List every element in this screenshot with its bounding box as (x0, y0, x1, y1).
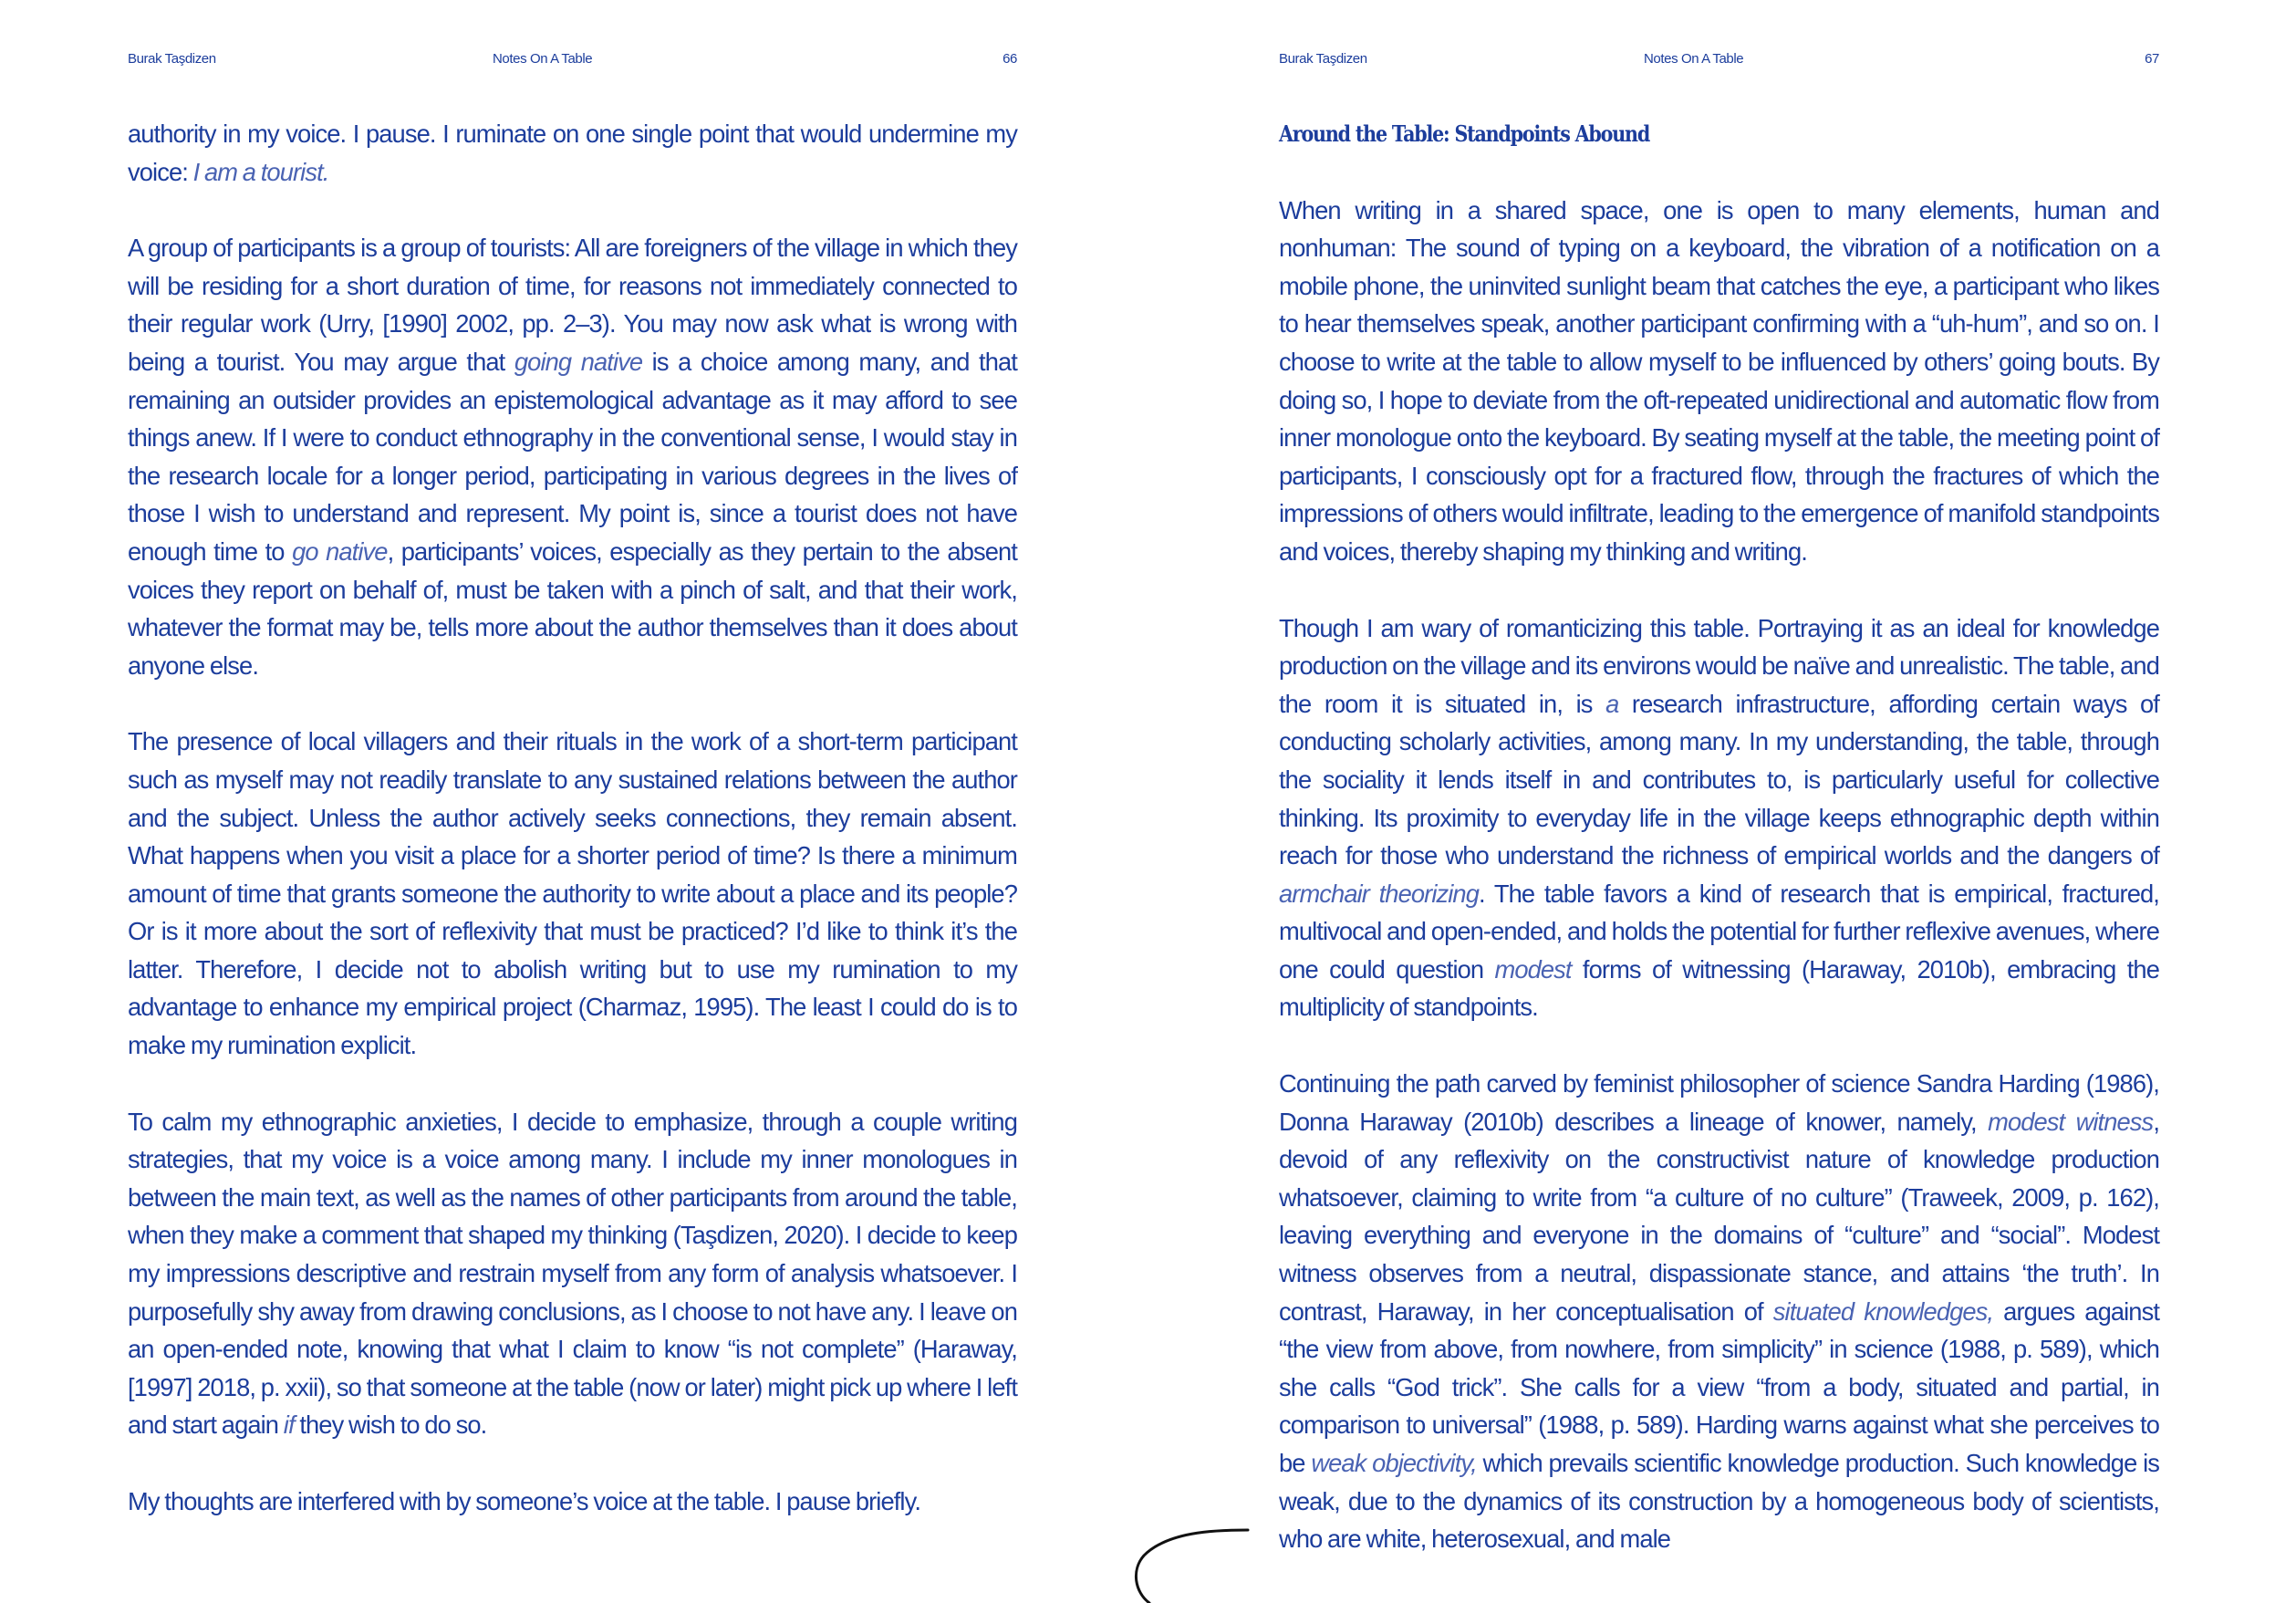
text-run: A group of participants is a group of tourists: All are foreigners of the village in which they will be residing for a short duration of time, for reasons not immediately connected to their regular work (Urry, [1990] 2002, pp. 2–3). You may now ask what is wrong with being a tourist. You may argue that (128, 234, 1017, 376)
text-run: My thoughts are interfered with by someone’s voice at the table. I pause briefly. (128, 1487, 920, 1515)
italic-text-run: I am a tourist. (192, 157, 329, 186)
text-run: , participants’ voices, especially as they pertain to the absent voices they report on behalf of, must be taken with a pinch of salt, and that their work, whatever the format may be, tells more about the author themselves than it does about anyone else. (128, 536, 1017, 680)
left-page (128, 0, 1017, 1603)
italic-text-run: situated knowledges, (1772, 1296, 1994, 1326)
page-number: 67 (2145, 51, 2159, 67)
text-run: To calm my ethnographic anxieties, I decide to emphasize, through a couple writing strategies, that my voice is a voice among many. I include my inner monologues in between the main text, as well as the names of other participants from around the table, when they make a comment that shaped my thinking (Taşdizen, 2020). I decide to keep my impressions descriptive and restrain myself from any form of analysis whatsoever. I purposefully shy away from drawing conclusions, as I choose to not have any. I leave on an open-ended note, knowing that what I claim to know “is not complete” (Haraway, [1997] 2018, p. xxii), so that someone at the table (now or later) might pick up where I left and start again (128, 1107, 1017, 1440)
right-page (1279, 0, 2159, 1603)
running-head-author: Burak Taşdizen (128, 51, 216, 67)
italic-text-run: if (283, 1410, 295, 1440)
left-body-text (128, 115, 1017, 1559)
text-run: forms of witnessing (Haraway, 2010b), embracing the multiplicity of standpoints. (1279, 954, 2159, 1022)
text-run: , devoid of any reflexivity on the constructivist nature of knowledge production whatsoever, claiming to write from “a culture of no culture” (Traweek, 2009, p. 162), leaving everything and everyone in the domains of “culture” and “social”. Modest witness observes from a neutral, dispassionate stance, and attains ‘the truth’. In contrast, Haraway, in her conceptualisation of (1279, 1107, 2159, 1326)
paragraph (1279, 1065, 2159, 1558)
left-running-head (128, 51, 1017, 71)
paragraph (1279, 192, 2159, 571)
text-run: authority in my voice. I pause. I ruminate on one single point that would undermine my voice: (128, 120, 1017, 186)
paragraph (1279, 609, 2159, 1027)
text-run: . The table favors a kind of research that is empirical, fractured, multivocal and open-ended, and holds the potential for further reflexive avenues, where one could question (1279, 879, 2159, 984)
italic-text-run: modest witness (1988, 1107, 2154, 1136)
italic-text-run: weak objectivity, (1311, 1449, 1477, 1477)
page-number: 66 (1003, 51, 1017, 67)
italic-text-run: go native (292, 536, 388, 566)
italic-text-run: armchair theorizing (1279, 879, 1479, 908)
paragraph (128, 115, 1017, 191)
text-run: The presence of local villagers and their rituals in the work of a short-term participant such as myself may not readily translate to any sustained relations between the author and the subject. Unless the author actively seeks connections, they remain absent. What happens when you visit a place for a shorter period of time? Is there a minimum amount of time that grants someone the authority to write about a place and its people? Or is it more about the sort of reflexivity that must be practiced? I’d like to think it’s the latter. Therefore, I decide not to abolish writing but to use my rumination to my advantage to enhance my empirical project (Charmaz, 1995). The least I could do is to make my rumination explicit. (128, 727, 1017, 1060)
italic-text-run: going native (514, 347, 643, 376)
right-running-head (1279, 51, 2159, 71)
running-head-title: Notes On A Table (1644, 51, 1744, 67)
running-head-author: Burak Taşdizen (1279, 51, 1367, 67)
italic-text-run: a (1605, 689, 1619, 718)
text-run: research infrastructure, affording certain ways of conducting scholarly activities, among many. In my understanding, the table, through the sociality it lends itself in and contributes to, is particularly useful for collective thinking. Its proximity to everyday life in the village keeps ethnographic depth within reach for those who understand the richness of empirical worlds and the dangers of (1279, 689, 2159, 870)
text-run: When writing in a shared space, one is open to many elements, human and nonhuman: The sound of typing on a keyboard, the vibration of a notification on a mobile phone, the uninvited sunlight beam that catches the eye, a participant who likes to hear themselves speak, another participant confirming with a “uh-hum”, and so on. I choose to write at the table to allow myself to be influenced by others’ going bouts. By doing so, I hope to deviate from the oft-repeated unidirectional and automatic flow from inner monologue onto the keyboard. By seating myself at the table, the meeting point of participants, I consciously opt for a fractured flow, through the fractures of which the impressions of others would infiltrate, leading to the emergence of manifold standpoints and voices, thereby shaping my thinking and writing. (1279, 195, 2159, 566)
right-body-text (1279, 115, 2159, 1597)
text-run: Continuing the path carved by feminist philosopher of science Sandra Harding (1986), Donna Haraway (2010b) describes a lineage of knower, namely, (1279, 1069, 2159, 1136)
paragraph (128, 1483, 1017, 1521)
italic-text-run: modest (1494, 954, 1572, 984)
text-run: they wish to do so. (294, 1410, 487, 1440)
text-run: which prevails scientific knowledge production. Such knowledge is weak, due to the dynamics of its construction by a homogeneous body of scientists, who are white, heterosexual, and male (1279, 1449, 2159, 1554)
paragraph (128, 229, 1017, 684)
text-run: is a choice among many, and that remaining an outsider provides an epistemological advantage as it may afford to see things anew. If I were to conduct ethnography in the conventional sense, I would stay in the research locale for a longer period, participating in various degrees in the lives of those I wish to understand and represent. My point is, since a tourist does not have enough time to (128, 347, 1017, 566)
running-head-title: Notes On A Table (493, 51, 593, 67)
decorative-swirl (1131, 1519, 1250, 1603)
section-title: Around the Table: Standpoints Abound (1279, 120, 1650, 147)
paragraph (128, 1103, 1017, 1444)
text-run: Though I am wary of romanticizing this table. Portraying it as an ideal for knowledge production on the village and its environs would be naïve and unrealistic. The table, and the room it is situated in, is (1279, 613, 2159, 718)
paragraph (128, 723, 1017, 1064)
text-run: argues against “the view from above, from nowhere, from simplicity” in science (1988, p. 589), which she calls “God trick”. She calls for a view “from a body, situated and partial, in comparison to universal” (1988, p. 589). Harding warns against what she perceives to be (1279, 1296, 2160, 1477)
